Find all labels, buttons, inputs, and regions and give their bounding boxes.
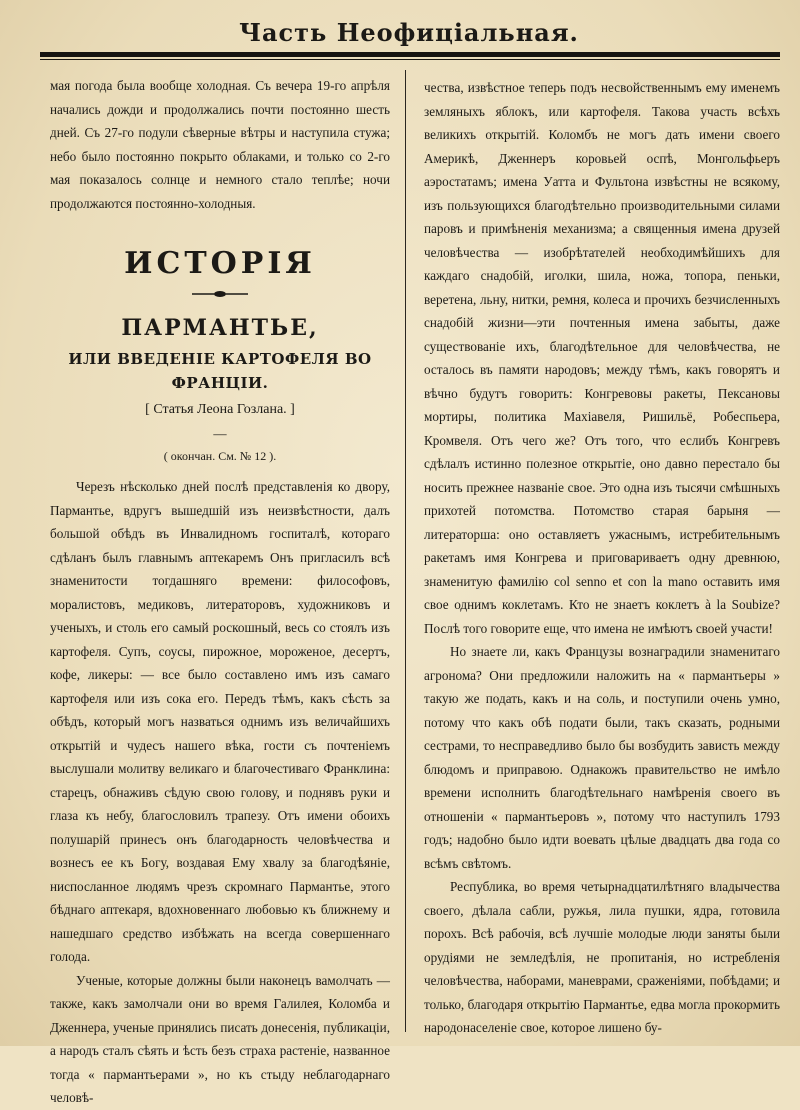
article-paragraph-1: Черезъ нѣсколько дней послѣ представленія ко двору, Пармантье, вдругъ вышедшій изъ неизвѣстности, далъ большой обѣдъ въ Инвалидномъ госпиталѣ, котораго сдѣланъ былъ главнымъ аптекаремъ Онъ пригласилъ всѣ знаменитости тогдашняго времени: философовъ, моралистовъ, медиковъ, литераторовъ, художниковъ и ученыхъ, и столь его самый роскошный, весь со стоялъ изъ картофеля. Супъ, соусы, пирожное, мороженое, десертъ, кофе, ликеры: — все было составлено имъ изъ самаго картофеля или изъ сока его. Передъ тѣмъ, какъ сѣсть за обѣдъ, который могъ назваться однимъ изъ величайшихъ открытій и чудесъ нашего вѣка, гости съ почтеніемъ выслушали молитву великаго и благочестиваго Франклина: старецъ, обнаживъ сѣдую свою голову, и поднявъ руки и глаза къ небу, благословилъ трапезу. Отъ имени обоихъ полушарій принесъ онъ благодарность человѣчества и вознесъ ее къ Богу, воздавая Ему хвалу за благодѣяніе, ниспосланное людямъ чрезъ скромнаго Пармантье, этого бѣднаго аптекаря, вдохновеннаго любовью къ ближнему и нашедшаго средство избѣжать на всегда совершеннаго голода. bbox=[50, 479, 390, 964]
header-rule-thin bbox=[40, 59, 780, 60]
left-column bbox=[50, 74, 390, 1105]
section-title: ИСТОРІЯ bbox=[124, 246, 316, 281]
page-header bbox=[40, 18, 778, 48]
article-subtitle: ИЛИ ВВЕДЕНІЕ КАРТОФЕЛЯ ВО ФРАНЦІИ. bbox=[68, 350, 372, 392]
article-title: ПАРМАНТЬЕ, bbox=[121, 315, 319, 341]
column-divider bbox=[405, 70, 406, 1032]
ornament-divider bbox=[50, 283, 390, 303]
article-byline: [ Статья Леона Гозлана. ] bbox=[145, 402, 295, 417]
continuation-note: ( окончан. См. № 12 ). bbox=[163, 449, 277, 463]
byline-dash: — bbox=[213, 426, 227, 441]
article-paragraph-4: Но знаете ли, какъ Французы вознаградили знаменитаго агронома? Они предложили наложить на « пармантьеры » такую же подать, какъ и на соль, и поступили очень умно, потому что какъ обѣ подати были, такъ сказать, родными сестрами, то несправедливо было бы возбудить зависть между блюдомъ и приправою. Однакожъ правительство не имѣло времени исполнить благодѣтельнаго намѣренія своего въ отношеніи « пармантьеровъ », потому что наступилъ 1793 годъ; надобно было идти воевать цѣлые двадцать два года со всѣмъ свѣтомъ. bbox=[424, 644, 780, 871]
intro-paragraph: мая погода была вообще холодная. Съ вечера 19-го апрѣля начались дожди и продолжались почти постоянно шесть дней. Съ 27-го подули сѣверные вѣтры и наступила стужа; небо было постоянно покрыто облаками, и только со 2-го мая показалось солнце и немного стало теплѣе; ночи продолжаются постоянно-холодныя. bbox=[50, 78, 390, 211]
article-paragraph-2: Ученые, которые должны были наконецъ вамолчать — также, какъ замолчали они во время Галилея, Коломба и Дженнера, ученые принялись писать донесенія, публикаціи, а народъ сталъ сѣять и ѣсть безъ страха растеніе, названное тогда « пармантьерами », но къ стыду неблагодарнаго человѣ- bbox=[50, 972, 390, 1105]
right-column bbox=[424, 76, 780, 1036]
header-title: Часть Неофиціальная. bbox=[239, 18, 579, 47]
article-paragraph-3: чества, извѣстное теперь подъ несвойственнымъ ему именемъ земляныхъ яблокъ, или картофеля. Такова участь всѣхъ великихъ открытій. Коломбъ не могъ дать имени своего Америкѣ, Дженнеръ коровьей оспѣ, Монгольфьеръ аэростатамъ; имена Уатта и Фультона извѣстны не всякому, изъ пользующихся благодѣтельно производительными силами паровъ и примѣненія механизма; а священныя имена друзей человѣчества — изобрѣтателей необходимѣйшихъ для каждаго снадобій, иголки, шила, ножа, топора, пеньки, веретена, льну, нитки, ремня, колеса и прочихъ безчисленныхъ снадобій жизни—эти почтенныя имена забыты, даже существованіе ихъ, благодѣтельное для человѣчества, не осталось въ памяти народовъ; между тѣмъ, какъ говорятъ и вѣчно будутъ говорить: Конгревовы ракеты, Пексановы мортиры, политика Махіавеля, Ришильё, Робеспьера, Кромвеля. Отъ чего же? Отъ того, что еслибъ Конгревъ сдѣлалъ истинно полезное открытіе, оно давно перестало бы носить прежнее названіе свое. Это одна изъ тысячи смѣшныхъ прихотей потомства. Потомство старая барыня — литераторша: оно оставляетъ ужаснымъ, истребительнымъ ракетамъ имя Конгрева и приговариваетъ одну древнюю, знаменитую фамилію col senno et con la mano оставить имя свое однимъ коклетамъ. Кто не знаетъ коклетъ à la Soubize? Послѣ того говорите еще, что имена не имѣютъ своей участи! bbox=[424, 80, 780, 636]
article-paragraph-5: Республика, во время четырнадцатилѣтняго владычества своего, дѣлала сабли, ружья, лила пушки, ядра, готовила порохъ. Всѣ рабочія, всѣ лучшіе молодые люди заняты были орудіями не земледѣлія, не пропитанія, но истребленія человѣчества, наборами, маневрами, сраженіями, побѣдами; и только, благодаря открытію Пармантье, едва могла прокормить народонаселеніе свое, которое лишено бу- bbox=[424, 879, 780, 1035]
header-rule-thick bbox=[40, 52, 780, 57]
ornament-icon bbox=[190, 289, 250, 299]
